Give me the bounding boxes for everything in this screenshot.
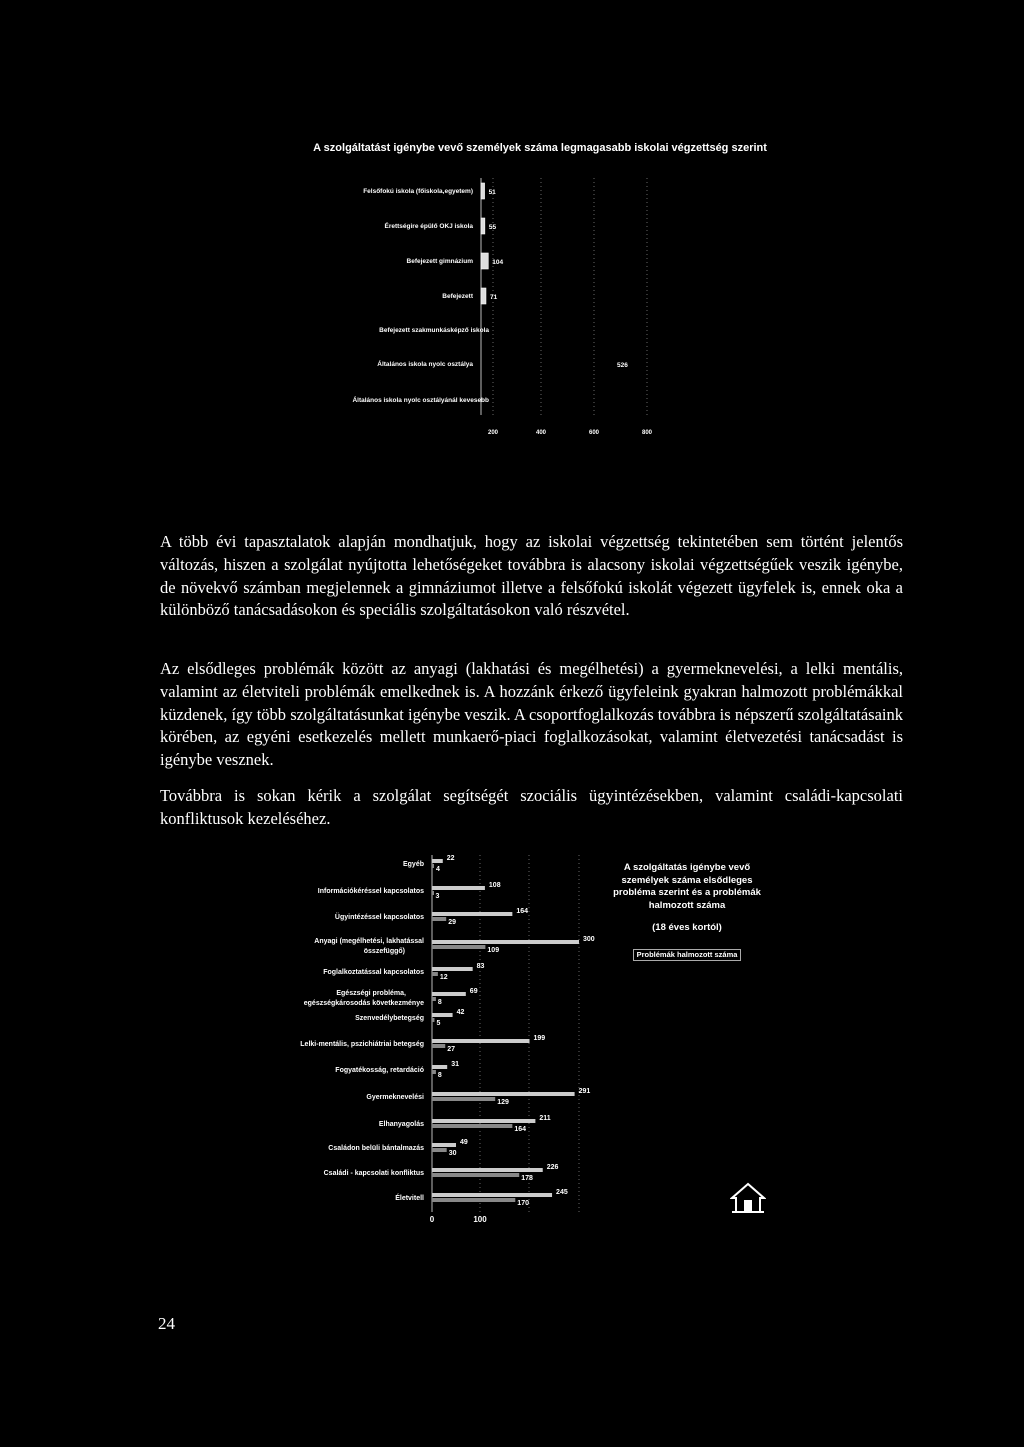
category-label: Gyermeknevelési [366, 1094, 424, 1101]
category-label: Általános iskola nyolc osztályánál kevesebb [352, 397, 489, 404]
x-tick-label: 0 [429, 1215, 435, 1224]
bar-halmozott [432, 1143, 456, 1147]
data-label: 291 [578, 1088, 591, 1095]
data-label: 22 [446, 855, 455, 862]
data-label: 129 [497, 1099, 509, 1106]
bar-elsodleges [432, 972, 438, 976]
chart1-title: A szolgáltatást igénybe vevő személyek száma legmagasabb iskolai végzettség szerint [313, 142, 767, 154]
data-label: 108 [488, 882, 501, 889]
paragraph-3: Továbbra is sokan kérik a szolgálat segítségét szociális ügyintézésekben, valamint családi-kapcsolati konfliktusok kezeléséhez. [160, 786, 903, 828]
bar-elsodleges [432, 997, 436, 1001]
data-label: 526 [617, 362, 628, 369]
category-label: Lelki-mentális, pszichiátriai betegség [300, 1041, 424, 1048]
data-label: 55 [488, 224, 497, 231]
category-label: Befejezett szakmunkásképző iskola [379, 327, 489, 334]
category-label: Befejezett gimnázium [406, 258, 473, 265]
data-label: 12 [439, 974, 448, 981]
data-label: 178 [521, 1175, 533, 1182]
category-label: Anyagi (megélhetési, lakhatással összefüggő) [314, 938, 424, 955]
data-label: 42 [456, 1009, 465, 1016]
data-label: 27 [447, 1046, 456, 1053]
data-label: 49 [460, 1139, 468, 1146]
category-label: Egyéb [402, 861, 424, 868]
data-label: 29 [448, 919, 457, 926]
bar-halmozott [432, 1013, 453, 1017]
data-label: 199 [533, 1035, 546, 1042]
category-label: Információkéréssel kapcsolatos [317, 888, 424, 895]
legend-entry-halmozott: Problémák halmozott száma [633, 949, 742, 961]
bar-elsodleges [432, 891, 434, 895]
data-label: 8 [437, 1072, 442, 1079]
category-label: Családon belüli bántalmazás [328, 1145, 424, 1152]
bar-halmozott [432, 912, 512, 916]
paragraph-2: Az elsődleges problémák között az anyagi (lakhatási és megélhetési) a gyermeknevelési, a lelki mentális, valamint az életviteli problémák emelkednek is. A hozzánk érkező ügyfeleink gyakran halmozott problémákkal küzdenek, így több szolgáltatásunkat igénybe veszik. A csoportfoglalkozás továbbra is népszerű szolgáltatásaink körében, az egyéni esetkezelés mellett munkaerő-piaci foglalkozásokat, valamint életvezetési tanácsadást is igénybe vesznek. [160, 659, 903, 770]
bar-elsodleges [432, 1173, 519, 1177]
data-label: 170 [517, 1200, 529, 1207]
x-tick-label: 800 [641, 430, 653, 436]
bar-elsodleges [432, 864, 434, 868]
category-label: Ügyintézéssel kapcsolatos [334, 914, 424, 921]
x-tick-label: 100 [473, 1215, 487, 1224]
category-label: Elhanyagolás [378, 1121, 424, 1128]
category-label: Felsőfokú iskola (főiskola,egyetem) [363, 188, 473, 195]
bar-elsodleges [432, 1070, 436, 1074]
bar-halmozott [432, 967, 473, 971]
bar-elsodleges [432, 1148, 447, 1152]
data-label: 4 [435, 866, 440, 873]
data-label: 69 [469, 988, 478, 995]
category-label: Életvitell [395, 1195, 424, 1202]
page-number: 24 [158, 1314, 175, 1333]
x-tick-label: 200 [487, 430, 499, 436]
data-label: 30 [448, 1150, 457, 1157]
bar-elsodleges [432, 1198, 515, 1202]
chart2-subtitle: (18 éves kortól) [652, 922, 722, 933]
bar-halmozott [432, 1092, 575, 1096]
bar-halmozott [432, 1193, 552, 1197]
bar-halmozott [432, 1039, 530, 1043]
category-label: Fogyatékosság, retardáció [335, 1067, 424, 1074]
bar-elsodleges [432, 917, 446, 921]
category-label: Általános iskola nyolc osztálya [377, 361, 473, 368]
category-label: Befejezett [442, 293, 473, 300]
paragraph-1: A több évi tapasztalatok alapján mondhatjuk, hogy az iskolai végzettség tekintetében sem történt jelentős változás, hiszen a szolgálat nyújtotta lehetőségeket továbbra is alacsony iskolai végzettségűek veszik igénybe, de növekvő számban megjelennek a gimnáziumot illetve a felsőfokú iskolát végezett ügyfelek is, ennek oka a különböző tanácsadásokon és speciális szolgáltatásokon való részvétel. [160, 532, 903, 620]
data-label: 51 [488, 189, 496, 196]
x-tick-label: 600 [588, 430, 600, 436]
bar-halmozott [432, 886, 485, 890]
data-label: 71 [489, 294, 498, 301]
data-label: 164 [516, 908, 529, 915]
house-logo-icon [730, 1182, 766, 1214]
data-label: 8 [437, 999, 442, 1006]
data-label: 300 [583, 936, 595, 943]
bar-halmozott [432, 940, 579, 944]
x-tick-label: 400 [535, 430, 547, 436]
bar-elsodleges [432, 1044, 445, 1048]
bar-elsodleges [432, 1018, 434, 1022]
data-label: 109 [487, 947, 500, 954]
data-label: 3 [435, 893, 440, 900]
bar-halmozott [432, 1119, 535, 1123]
data-label: 5 [436, 1020, 441, 1027]
data-label: 226 [546, 1164, 559, 1171]
data-label: 31 [451, 1061, 459, 1068]
chart2-title: A szolgáltatás igénybe vevő személyek száma elsődleges probléma szerint és a problémák halmozott száma [613, 862, 761, 911]
data-label: 83 [476, 963, 485, 970]
bar-halmozott [432, 859, 443, 863]
bar-elsodleges [432, 1124, 512, 1128]
category-label: Családi - kapcsolati konfliktus [323, 1170, 424, 1177]
category-label: Egészségi probléma, egészségkárosodás következménye [303, 990, 424, 1007]
bar-halmozott [432, 1168, 543, 1172]
category-label: Foglalkoztatással kapcsolatos [323, 969, 424, 976]
data-label: 245 [556, 1189, 568, 1196]
data-label: 104 [492, 259, 504, 266]
bar-halmozott [432, 1065, 447, 1069]
data-label: 164 [514, 1126, 527, 1133]
category-label: Érettségire épülő OKJ iskola [384, 223, 473, 230]
bar-halmozott [432, 992, 466, 996]
category-label: Szenvedélybetegség [355, 1015, 424, 1022]
bar-elsodleges [432, 1097, 495, 1101]
bar-elsodleges [432, 945, 485, 949]
data-label: 211 [539, 1115, 551, 1122]
chart2-legend [612, 862, 762, 961]
